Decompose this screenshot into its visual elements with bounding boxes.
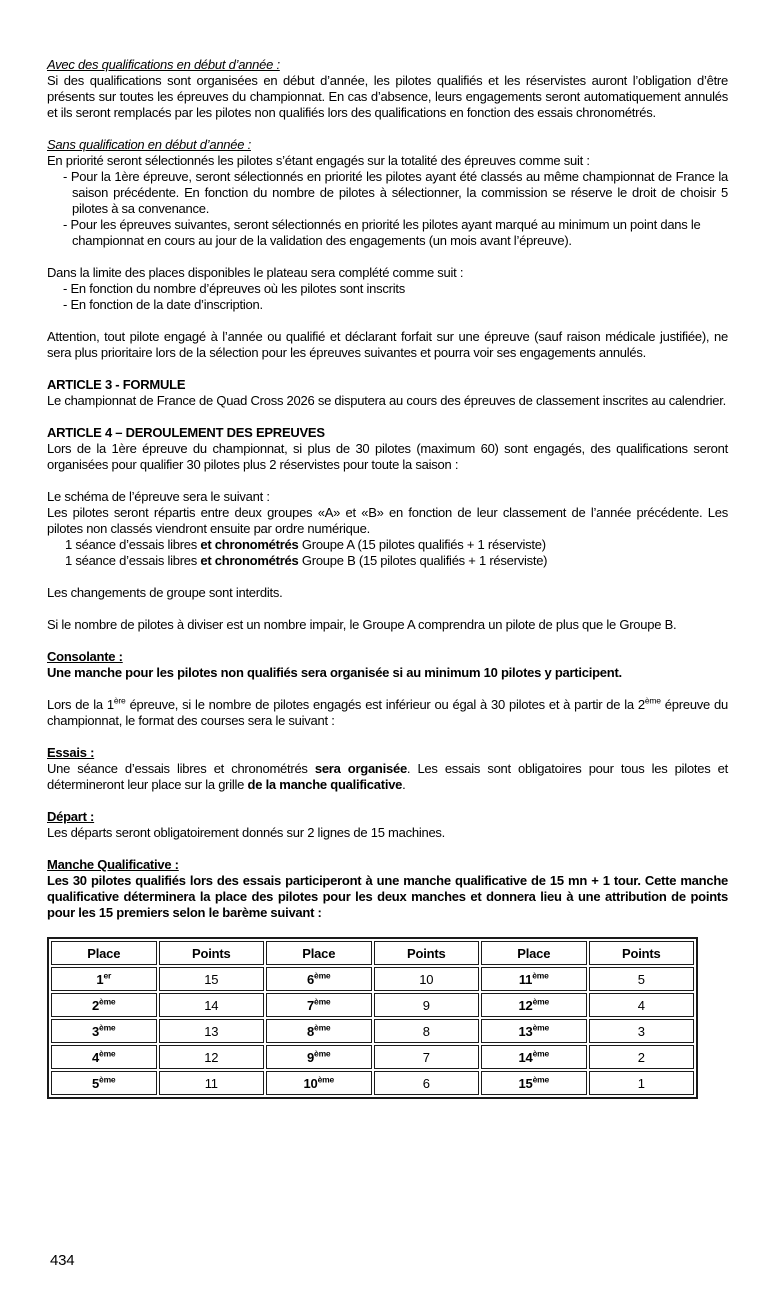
text-run: Lors de la 1ère épreuve du championnat, si plus de 30 pilotes (maximum 60) sont engagés, des qualifications seront organisées pour qualifier 30 pilotes plus 2 réservistes pour toute la saison :	[47, 441, 728, 472]
section-heading	[47, 857, 728, 873]
points-value: 1	[637, 1075, 645, 1091]
table-cell	[481, 1045, 587, 1069]
paragraph	[47, 537, 728, 553]
table-cell	[589, 1019, 695, 1043]
section	[47, 649, 728, 681]
ordinal-suffix: ème	[314, 1022, 331, 1033]
ordinal-suffix: ème	[532, 1074, 549, 1085]
points-value: 4	[637, 997, 645, 1013]
text-run: Une séance d’essais libres et chronométrés	[47, 761, 315, 776]
text-run: Attention, tout pilote engagé à l’année ou qualifié et déclarant forfait sur une épreuve (sauf raison médicale justifiée), ne sera plus prioritaire lors de la sélection pour les épreuves suivantes et pourra voir ses engagements annulés.	[47, 329, 728, 360]
section	[47, 425, 728, 473]
place-value: 3	[92, 1023, 100, 1039]
place-value: 7	[307, 997, 315, 1013]
section	[47, 329, 728, 361]
table-cell	[51, 993, 157, 1017]
text-run: . Les essais sont obligatoires pour tous les pilotes et détermineront leur place sur la grille	[47, 761, 728, 792]
points-value: 3	[637, 1023, 645, 1039]
place-value: 14	[518, 1049, 533, 1065]
paragraph	[47, 873, 728, 921]
table-header-cell: Points	[159, 941, 265, 965]
text-run: Consolante :	[47, 649, 123, 664]
paragraph	[47, 329, 728, 361]
place-value: 12	[518, 997, 533, 1013]
paragraph	[47, 73, 728, 121]
table-header-cell: Points	[374, 941, 480, 965]
text-run: En fonction du nombre d’épreuves où les pilotes sont inscrits	[70, 281, 405, 296]
place-value: 2	[92, 997, 100, 1013]
table-cell	[374, 1045, 480, 1069]
section	[47, 489, 728, 569]
paragraph	[47, 553, 728, 569]
table-header-cell: Place	[51, 941, 157, 965]
text-run: 1 séance d’essais libres	[65, 537, 201, 552]
points-value: 8	[422, 1023, 430, 1039]
paragraph	[47, 153, 728, 169]
text-run: Essais :	[47, 745, 95, 760]
table-cell	[481, 967, 587, 991]
section-heading	[47, 137, 728, 153]
table-row	[51, 967, 694, 991]
ordinal-suffix: ème	[99, 1074, 116, 1085]
text-run: En fonction de la date d’inscription.	[70, 297, 263, 312]
text-run: Les départs seront obligatoirement donnés sur 2 lignes de 15 machines.	[47, 825, 446, 840]
table-cell	[374, 993, 480, 1017]
list-item	[47, 217, 728, 249]
paragraph	[47, 617, 728, 633]
points-value: 10	[419, 971, 434, 987]
points-value: 5	[637, 971, 645, 987]
text-run: ARTICLE 3 - FORMULE	[47, 377, 186, 392]
text-run: Sans qualification en début d’année :	[47, 137, 251, 152]
points-value: 6	[422, 1075, 430, 1091]
ordinal-suffix: ème	[314, 970, 331, 981]
text-run: sera organisée	[314, 761, 407, 776]
place-value: 9	[307, 1049, 315, 1065]
paragraph	[47, 825, 728, 841]
place-value: 10	[303, 1075, 318, 1091]
text-run: ère	[113, 695, 126, 706]
text-run: et chronométrés	[200, 537, 299, 552]
section	[47, 697, 728, 729]
ordinal-suffix: ème	[532, 1022, 549, 1033]
table-cell	[159, 1071, 265, 1095]
points-value: 13	[204, 1023, 219, 1039]
place-value: 15	[518, 1075, 533, 1091]
paragraph	[47, 265, 728, 281]
list-item	[47, 297, 728, 313]
table-header-row	[51, 941, 694, 965]
text-run: Si des qualifications sont organisées en début d’année, les pilotes qualifiés et les réservistes auront l’obligation d’être présents sur toutes les épreuves du championnat. En cas d’absence, leurs engagements seront automatiquement annulés et ils seront remplacés par les pilotes non qualifiés lors des qualifications en fonction des essais chronométrés.	[47, 73, 728, 120]
table-cell	[374, 1019, 480, 1043]
points-value: 15	[204, 971, 219, 987]
table-cell	[589, 1045, 695, 1069]
place-value: 4	[92, 1049, 100, 1065]
text-run: ème	[644, 695, 661, 706]
paragraph	[47, 393, 728, 409]
text-run: épreuve, si le nombre de pilotes engagés est inférieur ou égal à 30 pilotes et à partir de la 2	[125, 697, 645, 712]
table-cell	[51, 1071, 157, 1095]
section-heading	[47, 649, 728, 665]
points-value: 9	[422, 997, 430, 1013]
table-cell	[481, 1071, 587, 1095]
table-cell	[481, 993, 587, 1017]
table-cell	[266, 1071, 372, 1095]
table-cell	[51, 967, 157, 991]
text-run: Lors de la 1	[47, 697, 114, 712]
section-heading	[47, 57, 728, 73]
table-cell	[266, 967, 372, 991]
section	[47, 265, 728, 313]
text-run: Dans la limite des places disponibles le plateau sera complété comme suit :	[47, 265, 464, 280]
table-cell	[589, 967, 695, 991]
ordinal-suffix: er	[103, 970, 112, 981]
section-heading	[47, 809, 728, 825]
ordinal-suffix: ème	[99, 996, 116, 1007]
text-run: Pour les épreuves suivantes, seront sélectionnés en priorité les pilotes ayant marqué au minimum un point dans le championnat en cours au jour de la validation des engagements (un mois avant l’épreuve).	[70, 217, 701, 248]
place-value: 5	[92, 1075, 100, 1091]
table-header-cell: Place	[266, 941, 372, 965]
table-cell	[374, 1071, 480, 1095]
table-cell	[266, 1045, 372, 1069]
table-cell	[51, 1045, 157, 1069]
ordinal-suffix: ème	[532, 996, 549, 1007]
points-value: 7	[422, 1049, 430, 1065]
text-run: Les changements de groupe sont interdits.	[47, 585, 283, 600]
table-row	[51, 1045, 694, 1069]
section	[47, 585, 728, 601]
table-cell	[159, 967, 265, 991]
place-value: 13	[518, 1023, 533, 1039]
document-body	[47, 57, 728, 1099]
text-run: Le schéma de l’épreuve sera le suivant :	[47, 489, 270, 504]
page-number: 434	[50, 1252, 75, 1269]
place-value: 1	[96, 971, 104, 987]
ordinal-suffix: ème	[532, 970, 549, 981]
text-run: Départ :	[47, 809, 95, 824]
list-dash-marker: -	[63, 281, 71, 296]
paragraph	[47, 665, 728, 681]
text-run: Le championnat de France de Quad Cross 2026 se disputera au cours des épreuves de classement inscrites au calendrier.	[47, 393, 726, 408]
table-cell	[159, 993, 265, 1017]
ordinal-suffix: ème	[532, 1048, 549, 1059]
table-cell	[589, 993, 695, 1017]
table-cell	[266, 993, 372, 1017]
text-run: Groupe B (15 pilotes qualifiés + 1 réserviste)	[298, 553, 548, 568]
section	[47, 137, 728, 249]
section	[47, 745, 728, 793]
ordinal-suffix: ème	[314, 1048, 331, 1059]
section	[47, 857, 728, 921]
paragraph	[47, 441, 728, 473]
section-heading	[47, 425, 728, 441]
table-header-cell: Points	[589, 941, 695, 965]
text-run: Les 30 pilotes qualifiés lors des essais participeront à une manche qualificative de 15 mn + 1 tour. Cette manche qualificative déterminera la place des pilotes pour les deux manches et donnera lieu à une attribution de points pour les 15 premiers selon le barème suivant :	[47, 873, 728, 920]
paragraph	[47, 489, 728, 505]
table-cell	[589, 1071, 695, 1095]
section	[47, 809, 728, 841]
text-run: Pour la 1ère épreuve, seront sélectionnés en priorité les pilotes ayant été classés au même championnat de France la saison précédente. En fonction du nombre de pilotes à sélectionner, la commission se réserve le droit de choisir 5 pilotes à sa convenance.	[70, 169, 728, 216]
table-header-cell: Place	[481, 941, 587, 965]
text-run: Groupe A (15 pilotes qualifiés + 1 réserviste)	[298, 537, 546, 552]
list-item	[47, 169, 728, 217]
paragraph	[47, 585, 728, 601]
text-run: ARTICLE 4 – DEROULEMENT DES EPREUVES	[47, 425, 325, 440]
table-cell	[159, 1045, 265, 1069]
list-dash-marker: -	[63, 217, 71, 232]
text-run: épreuve du championnat, le format des courses sera le suivant :	[47, 697, 728, 728]
table-cell	[374, 967, 480, 991]
table-row	[51, 1071, 694, 1095]
text-run: de la manche qualificative	[247, 777, 403, 792]
points-table	[47, 937, 698, 1099]
place-value: 8	[307, 1023, 315, 1039]
ordinal-suffix: ème	[317, 1074, 334, 1085]
points-value: 2	[637, 1049, 645, 1065]
text-run: En priorité seront sélectionnés les pilotes s’étant engagés sur la totalité des épreuves comme suit :	[47, 153, 590, 168]
section	[47, 377, 728, 409]
paragraph	[47, 505, 728, 537]
ordinal-suffix: ème	[99, 1048, 116, 1059]
text-run: Manche Qualificative :	[47, 857, 179, 872]
table-cell	[51, 1019, 157, 1043]
text-run: Les pilotes seront répartis entre deux groupes «A» et «B» en fonction de leur classement de l’année précédente. Les pilotes non classés viendront ensuite par ordre numérique.	[47, 505, 728, 536]
place-value: 6	[307, 971, 315, 987]
table-cell	[266, 1019, 372, 1043]
text-run: 1 séance d’essais libres	[65, 553, 201, 568]
list-dash-marker: -	[63, 169, 71, 184]
table-row	[51, 993, 694, 1017]
text-run: Une manche pour les pilotes non qualifiés sera organisée si au minimum 10 pilotes y participent.	[47, 665, 622, 680]
section-heading	[47, 377, 728, 393]
place-value: 11	[518, 971, 533, 987]
ordinal-suffix: ème	[99, 1022, 116, 1033]
list-dash-marker: -	[63, 297, 71, 312]
points-value: 14	[204, 997, 219, 1013]
section	[47, 617, 728, 633]
table-row	[51, 1019, 694, 1043]
text-run: Avec des qualifications en début d’année :	[47, 57, 280, 72]
section-heading	[47, 745, 728, 761]
paragraph	[47, 761, 728, 793]
list-item	[47, 281, 728, 297]
points-value: 11	[204, 1075, 218, 1091]
section	[47, 57, 728, 121]
paragraph	[47, 697, 728, 729]
text-run: Si le nombre de pilotes à diviser est un nombre impair, le Groupe A comprendra un pilote de plus que le Groupe B.	[47, 617, 677, 632]
table-cell	[159, 1019, 265, 1043]
text-run: .	[402, 777, 406, 792]
text-run: et chronométrés	[200, 553, 299, 568]
table-cell	[481, 1019, 587, 1043]
ordinal-suffix: ème	[314, 996, 331, 1007]
points-value: 12	[204, 1049, 219, 1065]
